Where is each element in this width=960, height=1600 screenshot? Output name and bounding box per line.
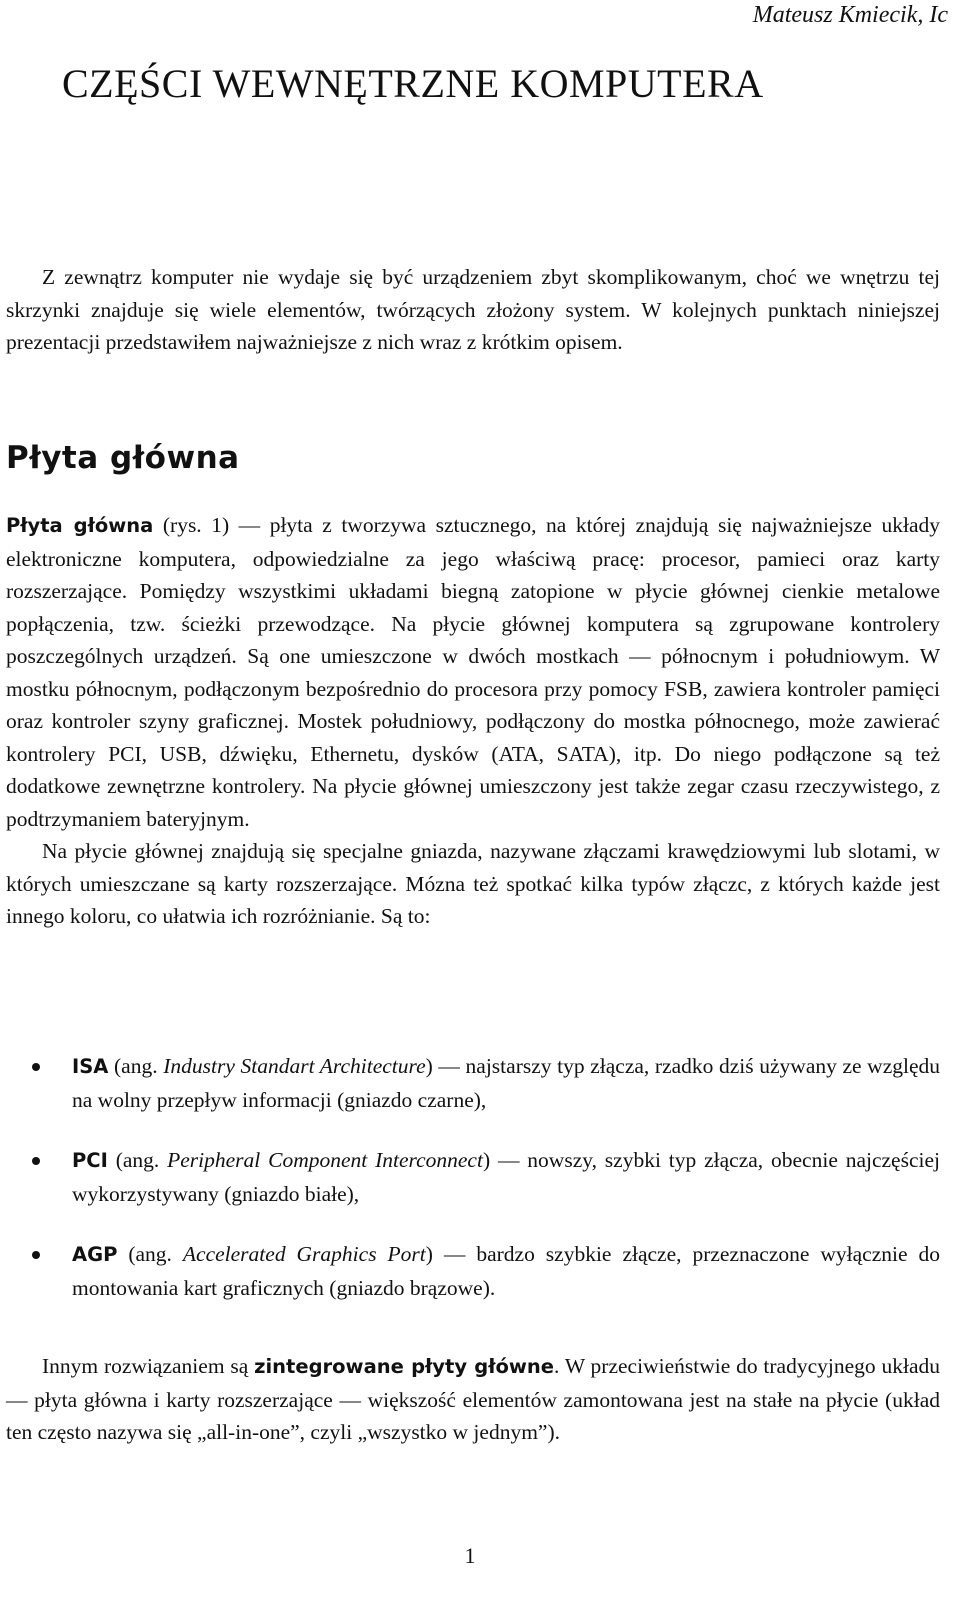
integrated-boards-term: zintegrowane płyty główne [254, 1355, 554, 1378]
closing-paragraph [6, 1350, 940, 1449]
section-heading: Płyta główna [6, 440, 240, 476]
author-header: Mateusz Kmiecik, Ic [752, 2, 948, 28]
closing-pre: Innym rozwiązaniem są [42, 1354, 255, 1378]
list-item [6, 1144, 940, 1210]
slot-pre: (ang. [107, 1148, 168, 1172]
motherboard-paragraph [6, 509, 940, 835]
bullet-icon [32, 1251, 40, 1259]
slot-term: AGP [72, 1243, 118, 1266]
slots-intro-paragraph: Na płycie głównej znajdują się specjalne gniazda, nazywane złączami krawędziowymi lub slotami, w których umieszczane są karty rozszerzające. Mózna też spotkać kilka typów złączc, z których każde jest innego koloru, co ułatwia ich rozróżnianie. Są to: [6, 839, 940, 928]
slot-full-name: Accelerated Graphics Port [182, 1242, 426, 1266]
slot-description: ) — nowszy, szybki typ złącza, obecnie najczęściej wykorzystywany (gniazdo białe), [72, 1148, 940, 1206]
page-number: 1 [464, 1543, 476, 1568]
closing-section [6, 1350, 940, 1449]
motherboard-description: (rys. 1) — płyta z tworzywa sztucznego, na której znajdują się najważniejsze układy elektroniczne komputera, odpowiedzialne za jego właściwą pracę: procesor, pamieci oraz karty rozszerzające. Pomiędzy wszystkimi układami biegną zatopione w płycie głównej cienkie metalowe popłączenia, tzw. ścieżki przewodzące. Na płycie głównej komputera są zgrupowane kontrolery poszczególnych urządzeń. Są one umieszczone w dwóch mostkach — północnym i południowym. W mostku północnym, podłączonym bezpośrednio do procesora przy pomocy FSB, zawiera kontroler pamięci oraz kontroler szyny graficznej. Mostek południowy, podłączony do mostka północnego, może zawierać kontrolery PCI, USB, dźwięku, Ethernetu, dysków (ATA, SATA), itp. Do niego podłączone są też dodatkowe zewnętrzne kontrolery. Na płycie głównej umieszczony jest także zegar czasu rzeczywistego, z podtrzymaniem bateryjnym. [6, 513, 940, 831]
document-title: CZĘŚCI WEWNĘTRZNE KOMPUTERA [62, 61, 764, 106]
motherboard-term: Płyta główna [6, 514, 154, 537]
list-item [6, 1238, 940, 1304]
slot-full-name: Peripheral Component Interconnect [167, 1148, 483, 1172]
slot-types-list [6, 1050, 940, 1332]
slot-description: ) — bardzo szybkie złącze, przeznaczone wyłącznie do montowania kart graficznych (gniazdo brązowe). [72, 1242, 940, 1300]
slot-full-name: Industry Standart Architecture [163, 1054, 426, 1078]
slot-term: ISA [72, 1055, 109, 1078]
list-item [6, 1050, 940, 1116]
motherboard-section [6, 509, 940, 933]
bullet-icon [32, 1157, 40, 1165]
intro-text: Z zewnątrz komputer nie wydaje się być urządzeniem zbyt skomplikowanym, choć we wnętrzu tej skrzynki znajduje się wiele elementów, twórzących złożony system. W kolejnych punktach niniejszej prezentacji przedstawiłem najważniejsze z nich wraz z krótkim opisem. [6, 265, 940, 354]
intro-paragraph [6, 261, 940, 359]
slot-term: PCI [72, 1149, 108, 1172]
bullet-icon [32, 1063, 40, 1071]
slot-pre: (ang. [117, 1242, 183, 1266]
slot-pre: (ang. [108, 1054, 164, 1078]
slot-description: ) — najstarszy typ złącza, rzadko dziś używany ze względu na wolny przepływ informacji (gniazdo czarne), [72, 1054, 941, 1112]
closing-post: . W przeciwieństwie do tradycyjnego układu — płyta główna i karty rozszerzające — większość elementów zamontowana jest na stałe na płycie (układ ten często nazywa się „all-in-one”, czyli „wszystko w jednym”). [6, 1354, 940, 1444]
